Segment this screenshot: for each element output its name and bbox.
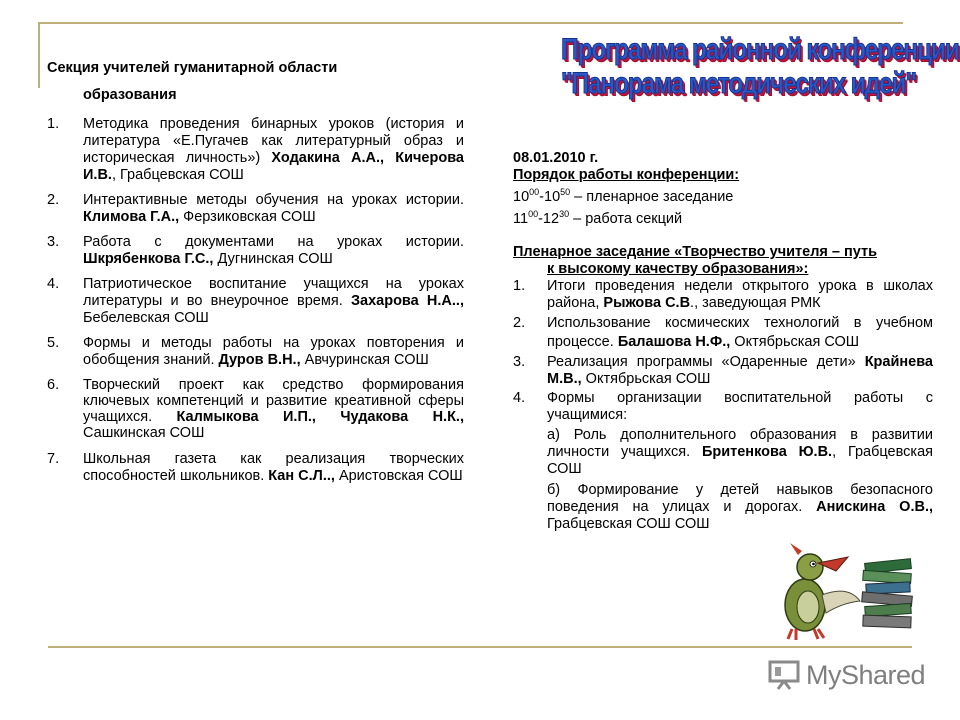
list-item: [513, 314, 933, 352]
item-number: 2.: [47, 192, 60, 208]
list-item: [47, 451, 464, 485]
left-column: [47, 60, 464, 485]
item-number: 6.: [47, 377, 60, 393]
item-speaker: Балашова Н.Ф.,: [617, 333, 731, 350]
right-column: [513, 150, 933, 533]
list-item: [513, 278, 933, 312]
item-text: Патриотическое воспитание учащихся на уроках литературы и во внеурочное время.: [83, 276, 464, 309]
list-item: [47, 276, 464, 327]
item-number: 3.: [513, 353, 526, 370]
item-number: 7.: [47, 451, 60, 467]
item-speaker: Дуров В.Н.,: [218, 352, 301, 368]
item-number: 4.: [47, 276, 60, 292]
list-item: [47, 234, 464, 268]
item-school: , Грабцевская СОШ: [111, 167, 244, 183]
item-number: 4.: [513, 389, 526, 406]
item-text: Работа с документами на уроках истории.: [83, 234, 464, 250]
item-number: 2.: [513, 314, 526, 331]
schedule-row: $10^{00}-10^{50}$ – пленарное заседание: [513, 187, 734, 205]
item-text: Интерактивные методы обучения на уроках истории.: [83, 192, 464, 208]
item-school: Октябрьская СОШ: [730, 333, 860, 350]
item-speaker: Кан С.Л..,: [268, 468, 335, 484]
section-title-line2: образования: [83, 87, 177, 103]
top-rule: [38, 22, 903, 24]
conference-title: [525, 33, 959, 101]
schedule-row: $11^{00}-12^{30}$ – работа секций: [513, 208, 683, 227]
list-item: [47, 335, 464, 369]
myshared-logo: [768, 658, 928, 692]
item-text: Реализация программы «Одаренные дети»: [547, 353, 865, 370]
item-speaker: Ходакина А.А., Кичерова И.В.: [83, 150, 464, 183]
books-stack-icon: [862, 559, 913, 628]
item-school: Аристовская СОШ: [334, 468, 463, 484]
logo-text: MyShared: [806, 659, 926, 690]
item-number: 1.: [47, 116, 60, 132]
sub-item-b: б) Формирование у детей навыков безопасного поведения на улицах и дорогах. Анискина О.В., Грабцевская СОШ СОШ: [547, 481, 933, 532]
list-item: [47, 377, 464, 441]
item-speaker: Калмыкова И.П., Чудакова Н.К.,: [176, 409, 464, 425]
item-speaker: Рыжова С.В: [603, 294, 691, 311]
list-item: [513, 354, 933, 388]
left-rule: [38, 22, 40, 88]
item-speaker: Захарова Н.А..,: [350, 293, 464, 309]
item-text: Методика проведения бинарных уроков (история и литература «Е.Пугачев как литературный образ и историческая личность»): [83, 116, 464, 166]
title-line1: Программа районной конференции: [561, 33, 959, 66]
title-line2: "Панорама методических идей": [561, 67, 916, 100]
item-speaker: Крайнева М.В.,: [547, 353, 933, 387]
item-text: Итоги проведения недели открытого урока в школах района,: [547, 277, 933, 311]
item-text: Формы организации воспитательной работы с учащимися:: [547, 389, 933, 423]
item-school: Сашкинская СОШ: [83, 425, 205, 441]
section-list: [47, 116, 464, 485]
item-text: Формы и методы работы на уроках повторения и обобщения знаний.: [83, 335, 464, 368]
sub-item-a: а) Роль дополнительного образования в развитии личности учащихся. Бритенкова Ю.В., Грабцевская СОШ: [547, 426, 933, 477]
bird-with-books-illustration: [770, 543, 920, 643]
item-school: Дугнинская СОШ: [213, 251, 333, 267]
item-school: ., заведующая РМК: [690, 294, 821, 311]
section-title: [47, 60, 464, 104]
bottom-rule: [48, 646, 912, 648]
item-number: 1.: [513, 277, 526, 294]
list-item: [47, 116, 464, 184]
item-number: 3.: [47, 234, 60, 250]
list-item: [513, 390, 933, 424]
bird-icon: [785, 543, 860, 640]
section-title-line1: Секция учителей гуманитарной области: [47, 60, 338, 76]
order-title: Порядок работы конференции:: [513, 167, 740, 183]
item-speaker: Климова Г.А.,: [83, 209, 180, 225]
item-school: Авчуринская СОШ: [300, 352, 429, 368]
item-school: Бебелевская СОШ: [83, 310, 209, 326]
plenary-title: Пленарное заседание «Творчество учителя – путь к высокому качеству образования»:: [513, 243, 878, 277]
item-school: Октябрьская СОШ: [581, 370, 711, 387]
item-speaker: Шкрябенкова Г.С.,: [83, 251, 214, 267]
item-text: Творческий проект как средство формирования ключевых компетенций и развитие креативной сферы учащихся.: [83, 377, 464, 425]
presentation-board-icon: [768, 660, 800, 690]
conference-date: 08.01.2010 г.: [513, 150, 599, 166]
item-number: 5.: [47, 335, 60, 351]
list-item: [47, 192, 464, 226]
item-text: Школьная газета как реализация творческих способностей школьников.: [83, 451, 464, 484]
item-text: Использование космических технологий в учебном процессе.: [547, 314, 933, 350]
plenary-list: [513, 278, 933, 424]
item-school: Ферзиковская СОШ: [179, 209, 316, 225]
